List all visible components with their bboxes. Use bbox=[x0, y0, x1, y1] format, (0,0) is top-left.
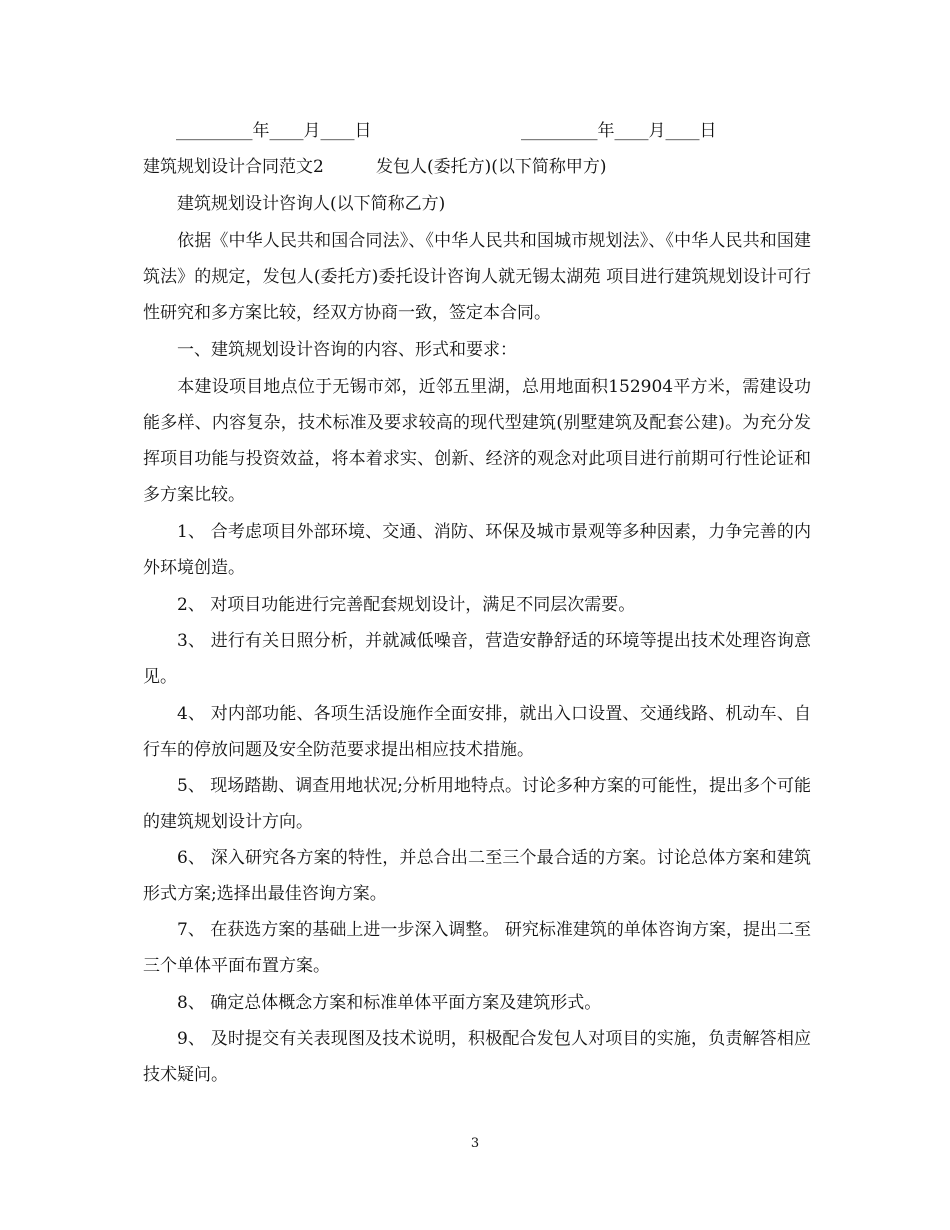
section-heading-1: 一、建筑规划设计咨询的内容、形式和要求： bbox=[177, 340, 517, 360]
list-item-9: 9、 及时提交有关表现图及技术说明，积极配合发包人对项目的实施，负责解答相应技术疑问。 bbox=[143, 1029, 811, 1085]
party-a-line: 发包人(委托方)(以下简称甲方) bbox=[376, 157, 607, 177]
paragraph-basis: 依据《中华人民共和国合同法》、《中华人民共和国城市规划法》、《中华人民共和国建筑法》的规定，发包人(委托方)委托设计咨询人就无锡太湖苑 项目进行建筑规划设计可行性研究和多方案比较，经双方协商一致，签定本合同。 bbox=[143, 231, 811, 323]
list-item-7: 7、 在获选方案的基础上进一步深入调整。 研究标准建筑的单体咨询方案，提出二至三个单体平面布置方案。 bbox=[143, 920, 811, 976]
list-item-5: 5、 现场踏勘、调查用地状况;分析用地特点。讨论多种方案的可能性，提出多个可能的建筑规划设计方向。 bbox=[143, 776, 811, 832]
list-item-2: 2、 对项目功能进行完善配套规划设计，满足不同层次需要。 bbox=[177, 595, 636, 615]
page-number: 3 bbox=[470, 1136, 480, 1151]
list-item-1: 1、 合考虑项目外部环境、交通、消防、环保及城市景观等多种因素，力争完善的内外环境创造。 bbox=[143, 522, 811, 578]
document-title: 建筑规划设计合同范文2 bbox=[143, 157, 324, 177]
date-line-right: _________年____月____日 bbox=[521, 121, 717, 141]
list-item-3: 3、 进行有关日照分析，并就减低噪音，营造安静舒适的环境等提出技术处理咨询意见。 bbox=[143, 631, 811, 687]
list-item-6: 6、 深入研究各方案的特性，并总合出二至三个最合适的方案。讨论总体方案和建筑形式方案;选择出最佳咨询方案。 bbox=[143, 848, 811, 904]
list-item-4: 4、 对内部功能、各项生活设施作全面安排，就出入口设置、交通线路、机动车、自行车的停放问题及安全防范要求提出相应技术措施。 bbox=[143, 704, 811, 760]
paragraph-project-overview: 本建设项目地点位于无锡市郊，近邻五里湖，总用地面积152904平方米，需建设功能多样、内容复杂，技术标准及要求较高的现代型建筑(别墅建筑及配套公建)。为充分发挥项目功能与投资效益，将本着求实、创新、经济的观念对此项目进行前期可行性论证和多方案比较。 bbox=[143, 377, 811, 505]
party-b-line: 建筑规划设计咨询人(以下简称乙方) bbox=[177, 194, 446, 214]
list-item-8: 8、 确定总体概念方案和标准单体平面方案及建筑形式。 bbox=[177, 993, 602, 1013]
date-line-left: _________年____月____日 bbox=[176, 121, 372, 141]
